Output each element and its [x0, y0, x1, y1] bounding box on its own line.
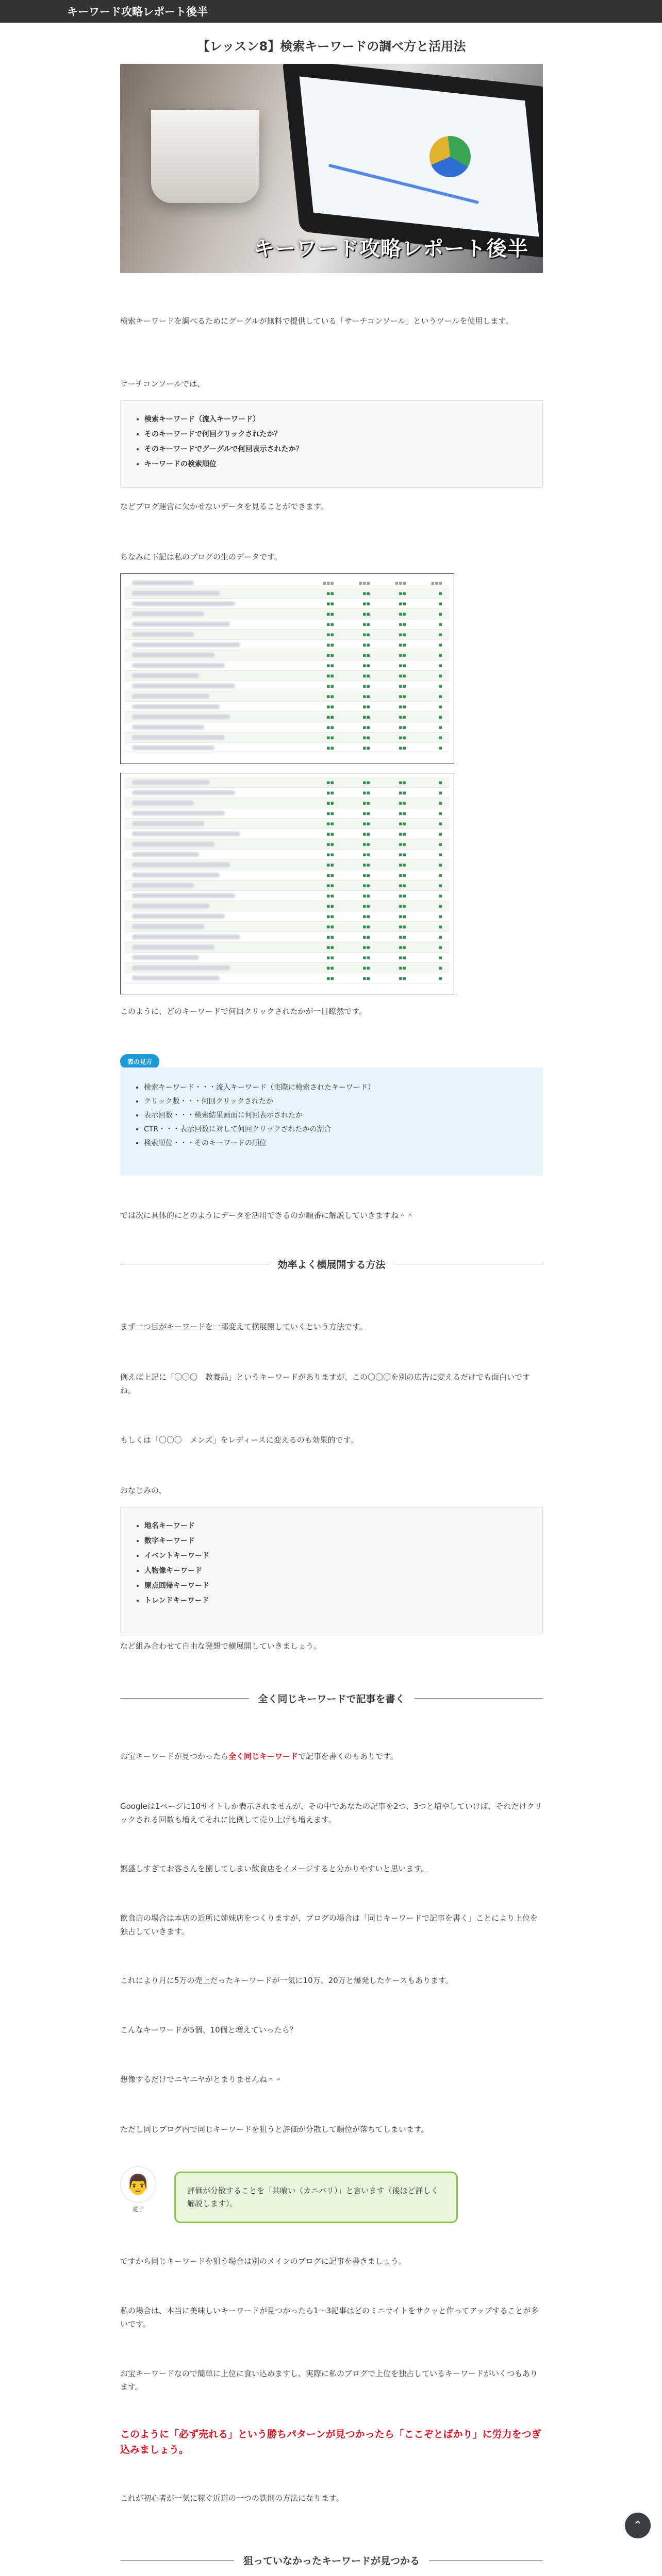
table-row: ▪▪ ▪▪ ▪▪ ▪ [125, 860, 450, 870]
table-row: ▪▪ ▪▪ ▪▪ ▪ [125, 850, 450, 860]
table-row: ▪▪ ▪▪ ▪▪ ▪ [125, 712, 450, 722]
paragraph: ですから同じキーワードを狙う場合は別のメインのブログに記事を書きましょう。 [120, 2257, 406, 2266]
list-item: • 数字キーワード [144, 1534, 524, 1549]
paragraph: お宝キーワードなので簡単に上位に食い込めますし、実際に私のブログで上位を独占しているキーワードがいくつもあります。 [120, 2369, 538, 2392]
table-row: ▪▪ ▪▪ ▪▪ ▪ [125, 777, 450, 788]
paragraph: ただし同じブログ内で同じキーワードを狙うと評価が分散して順位が落ちてしまいます。 [120, 2125, 429, 2134]
list-item: • そのキーワードで何回クリックされたか？ [144, 427, 524, 442]
list-item: • キーワードの検索順位 [144, 457, 524, 472]
section-heading: 狙っていなかったキーワードが見つかる [120, 2553, 543, 2567]
list-item: • 原点回帰キーワード [144, 1579, 524, 1594]
article [120, 23, 543, 273]
table-row: ▪▪ ▪▪ ▪▪ ▪ [125, 932, 450, 942]
list-item: • クリック数・・・何回クリックされたか [144, 1095, 524, 1109]
table-row: ▪▪ ▪▪ ▪▪ ▪ [125, 650, 450, 660]
table-row: ▪▪ ▪▪ ▪▪ ▪ [125, 599, 450, 609]
paragraph: 繁盛しすぎてお客さんを捌してしまい飲食店をイメージすると分かりやすいと思います。 [120, 1864, 429, 1873]
paragraph: こんなキーワードが5個、10個と増えていったら？ [120, 2025, 297, 2035]
table-row: ▪▪ ▪▪ ▪▪ ▪ [125, 722, 450, 733]
avatar-name: 花子 [133, 2206, 144, 2213]
site-title[interactable]: キーワード攻略レポート後半 [67, 6, 208, 18]
list-item: • CTR・・・表示回数に対して何回クリックされたかの割合 [144, 1123, 524, 1137]
paragraph: 例えば上記に「〇〇〇 教養品」というキーワードがありますが、この〇〇〇を別の広告に変えるだけでも面白いですね。 [120, 1372, 531, 1395]
list-item: • イベントキーワード [144, 1549, 524, 1564]
table-header: ▪▪▪ ▪▪▪ ▪▪▪ ▪▪▪ [125, 578, 450, 588]
table-row: ▪▪ ▪▪ ▪▪ ▪ [125, 808, 450, 819]
table-row: ▪▪ ▪▪ ▪▪ ▪ [125, 788, 450, 798]
paragraph: もしくは「〇〇〇 メンズ」をレディースに変えるのも効果的です。 [120, 1435, 358, 1445]
table-row: ▪▪ ▪▪ ▪▪ ▪ [125, 609, 450, 619]
section-heading: 効率よく横展開する方法 [120, 1257, 543, 1271]
feature-list-box [120, 400, 543, 488]
table-row: ▪▪ ▪▪ ▪▪ ▪ [125, 630, 450, 640]
table-row: ▪▪ ▪▪ ▪▪ ▪ [125, 681, 450, 691]
search-console-screenshot-2 [120, 773, 454, 994]
table-guide-box [120, 1067, 543, 1176]
table-row: ▪▪ ▪▪ ▪▪ ▪ [125, 829, 450, 839]
hero-image [120, 64, 543, 273]
paragraph: では次に具体的にどのようにデータを活用できるのか順番に解説していきますね＾＾ [120, 1211, 415, 1220]
paragraph: 想像するだけでニヤニヤがとまりませんね＾＾ [120, 2075, 283, 2084]
table-row: ▪▪ ▪▪ ▪▪ ▪ [125, 973, 450, 984]
table-row: ▪▪ ▪▪ ▪▪ ▪ [125, 671, 450, 681]
paragraph: などブログ運営に欠かせないデータを見ることができます。 [120, 502, 328, 511]
tablet-screen [300, 76, 539, 236]
chevron-up-icon: ⌃ [633, 2519, 643, 2532]
paragraph: 飲食店の場合は本店の近所に姉妹店をつくりますが、ブログの場合は「同じキーワードで記事を書く」ことにより上位を独占していきます。 [120, 1913, 538, 1936]
paragraph: まず一つ目がキーワードを一部変えて横展開していくという方法です。 [120, 1322, 367, 1331]
paragraph: など組み合わせて自由な発想で横展開していきましょう。 [120, 1641, 322, 1651]
lesson-title: 【レッスン8】検索キーワードの調べ方と活用法 [197, 39, 466, 54]
list-item: • トレンドキーワード [144, 1594, 524, 1608]
list-item: • 地名キーワード [144, 1519, 524, 1534]
list-item: • 人物像キーワード [144, 1564, 524, 1579]
paragraph: サーチコンソールでは、 [120, 379, 205, 388]
section-heading: 全く同じキーワードで記事を書く [120, 1691, 543, 1705]
site-header [0, 0, 662, 23]
table-row: ▪▪ ▪▪ ▪▪ ▪ [125, 660, 450, 671]
paragraph: 検索キーワードを調べるためにグーグルが無料で提供している「サーチコンソール」というツールを使用します。 [120, 316, 514, 326]
table-row: ▪▪ ▪▪ ▪▪ ▪ [125, 819, 450, 829]
paragraph: これにより月に5万の売上だったキーワードが一気に10万、20万と爆発したケースもあります。 [120, 1976, 453, 1985]
paragraph: このように、どのキーワードで何回クリックされたかが一目瞭然です。 [120, 1007, 367, 1016]
paragraph: Googleは1ページに10サイトしか表示されませんが、その中であなたの記事を2つ、3つと増やしていけば、それだけクリックされる回数も増えてそれに比例して売り上げも増えます。 [120, 1802, 542, 1824]
table-row: ▪▪ ▪▪ ▪▪ ▪ [125, 880, 450, 891]
person-icon: 👨 [126, 2173, 151, 2196]
list-item: • 検索キーワード・・・流入キーワード（実際に検索されたキーワード） [144, 1081, 524, 1095]
table-row: ▪▪ ▪▪ ▪▪ ▪ [125, 953, 450, 963]
keyword-type-box [120, 1507, 543, 1633]
list-item: • 検索キーワード（流入キーワード） [144, 412, 524, 427]
paragraph: 私の場合は、本当に美味しいキーワードが見つかったら1～3記事はどのミニサイトをサクッと作ってアップすることが多いです。 [120, 2306, 539, 2329]
table-row: ▪▪ ▪▪ ▪▪ ▪ [125, 588, 450, 599]
list-item: • 検索順位・・・そのキーワードの順位 [144, 1137, 524, 1150]
table-row: ▪▪ ▪▪ ▪▪ ▪ [125, 891, 450, 901]
table-row: ▪▪ ▪▪ ▪▪ ▪ [125, 901, 450, 911]
paragraph: これが初心者が一気に稼ぐ近道の一つの鉄則の方法になります。 [120, 2494, 344, 2503]
table-row: ▪▪ ▪▪ ▪▪ ▪ [125, 702, 450, 712]
table-row: ▪▪ ▪▪ ▪▪ ▪ [125, 691, 450, 702]
coffee-cup-illustration [151, 110, 259, 203]
table-row: ▪▪ ▪▪ ▪▪ ▪ [125, 743, 450, 753]
scroll-to-top-button[interactable] [625, 2513, 651, 2538]
table-row: ▪▪ ▪▪ ▪▪ ▪ [125, 798, 450, 808]
table-row: ▪▪ ▪▪ ▪▪ ▪ [125, 922, 450, 932]
table-row: ▪▪ ▪▪ ▪▪ ▪ [125, 911, 450, 922]
table-row: ▪▪ ▪▪ ▪▪ ▪ [125, 839, 450, 850]
highlight-paragraph: このように「必ず売れる」という勝ちパターンが見つかったら「ここぞとばかり」に労力をつぎ込みましょう。 [120, 2429, 541, 2455]
table-row: ▪▪ ▪▪ ▪▪ ▪ [125, 619, 450, 630]
table-row: ▪▪ ▪▪ ▪▪ ▪ [125, 963, 450, 973]
table-row: ▪▪ ▪▪ ▪▪ ▪ [125, 870, 450, 880]
list-item: • 表示回数・・・検索結果画面に何回表示されたか [144, 1109, 524, 1123]
table-guide-label: 表の見方 [120, 1054, 159, 1069]
table-row: ▪▪ ▪▪ ▪▪ ▪ [125, 640, 450, 650]
avatar [120, 2166, 156, 2202]
hero-text: キーワード攻略レポート後半 [254, 237, 528, 261]
table-row: ▪▪ ▪▪ ▪▪ ▪ [125, 942, 450, 953]
speech-bubble: 評価が分散することを「共喰い（カニバリ）」と言います（後ほど詳しく解説します）。 [174, 2172, 458, 2223]
search-console-screenshot-1 [120, 573, 454, 764]
paragraph: お宝キーワードが見つかったら全く同じキーワードで記事を書くのもありです。 [120, 1752, 398, 1761]
list-item: • そのキーワードでグーグルで何回表示されたか？ [144, 442, 524, 457]
paragraph: ちなみに下記は私のブログの生のデータです。 [120, 552, 282, 562]
table-row: ▪▪ ▪▪ ▪▪ ▪ [125, 733, 450, 743]
paragraph: おなじみの、 [120, 1486, 167, 1495]
